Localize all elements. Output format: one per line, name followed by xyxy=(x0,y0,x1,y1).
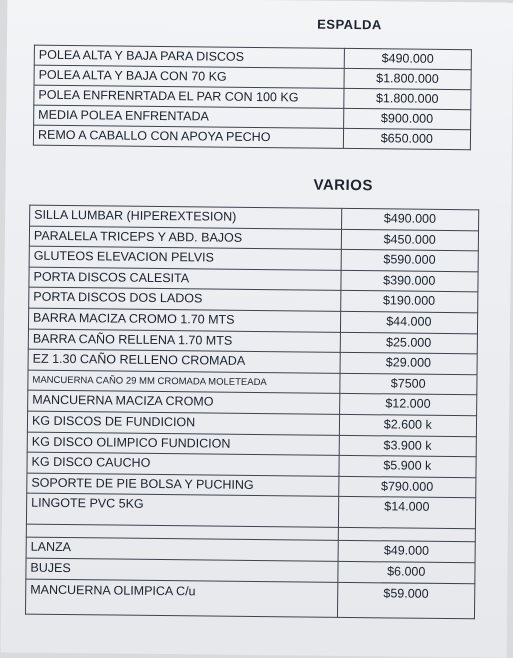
item-description: MANCUERNA MACIZA CROMO xyxy=(28,390,340,414)
item-price: $790.000 xyxy=(338,476,476,498)
price-list-sheet xyxy=(1,0,513,658)
item-description: SOPORTE DE PIE BOLSA Y PUCHING xyxy=(27,473,339,497)
item-price: $44.000 xyxy=(340,311,478,333)
item-price: $490.000 xyxy=(341,208,479,230)
item-price: $390.000 xyxy=(340,270,478,292)
item-price: $49.000 xyxy=(338,541,476,563)
item-description: MANCUERNA OLIMPICA C/u xyxy=(25,579,337,617)
item-price: $7500 xyxy=(339,373,477,395)
item-price: $450.000 xyxy=(341,229,479,251)
item-description: REMO A CABALLO CON APOYA PECHO xyxy=(33,125,343,148)
table-row xyxy=(33,125,470,150)
item-description: KG DISCO CAUCHO xyxy=(27,452,339,476)
item-description: POLEA ENFRENRTADA EL PAR CON 100 KG xyxy=(34,85,344,108)
item-price: $900.000 xyxy=(343,108,470,129)
item-price: $2.600 k xyxy=(339,414,477,436)
item-price: $59.000 xyxy=(337,582,475,618)
espalda-price-table xyxy=(33,45,472,151)
item-price: $25.000 xyxy=(340,332,478,354)
item-description: KG DISCO OLIMPICO FUNDICION xyxy=(27,432,339,456)
item-price: $6.000 xyxy=(337,561,475,583)
item-price: $3.900 k xyxy=(339,435,477,457)
item-description: SILLA LUMBAR (HIPEREXTESION) xyxy=(30,205,342,229)
item-description: BUJES xyxy=(26,558,338,582)
item-description: MANCUERNA CAÑO 29 MM CROMADA MOLETEADA xyxy=(28,370,340,394)
item-price: $12.000 xyxy=(339,394,477,416)
section-title-varios: VARIOS xyxy=(313,176,373,195)
item-description: MEDIA POLEA ENFRENTADA xyxy=(34,105,344,128)
item-description: PARALELA TRICEPS Y ABD. BAJOS xyxy=(29,226,341,250)
item-description: BARRA CAÑO RELLENA 1.70 MTS xyxy=(28,329,340,353)
item-description: BARRA MACIZA CROMO 1.70 MTS xyxy=(28,308,340,332)
item-price: $1.800.000 xyxy=(344,88,471,109)
item-price: $590.000 xyxy=(341,250,479,272)
item-description: EZ 1.30 CAÑO RELLENO CROMADA xyxy=(28,349,340,373)
table-row xyxy=(25,579,474,619)
item-description: GLUTEOS ELEVACION PELVIS xyxy=(29,246,341,270)
item-price: $190.000 xyxy=(340,291,478,313)
item-description: POLEA ALTA Y BAJA CON 70 KG xyxy=(34,65,344,88)
item-description: KG DISCOS DE FUNDICION xyxy=(27,411,339,435)
item-price: $14.000 xyxy=(338,497,476,529)
item-description: PORTA DISCOS DOS LADOS xyxy=(29,287,341,311)
section-title-espalda: ESPALDA xyxy=(317,16,382,33)
item-description: LANZA xyxy=(26,537,338,561)
varios-price-table xyxy=(25,205,479,619)
item-description: POLEA ALTA Y BAJA PARA DISCOS xyxy=(34,45,344,68)
item-price: $490.000 xyxy=(344,48,471,69)
item-price: $650.000 xyxy=(343,128,470,149)
item-price: $29.000 xyxy=(340,353,478,375)
item-description: LINGOTE PVC 5KG xyxy=(26,493,338,527)
item-description: PORTA DISCOS CALESITA xyxy=(29,267,341,291)
item-price: $5.900 k xyxy=(339,455,477,477)
table-row xyxy=(26,493,475,529)
item-price: $1.800.000 xyxy=(344,68,471,89)
